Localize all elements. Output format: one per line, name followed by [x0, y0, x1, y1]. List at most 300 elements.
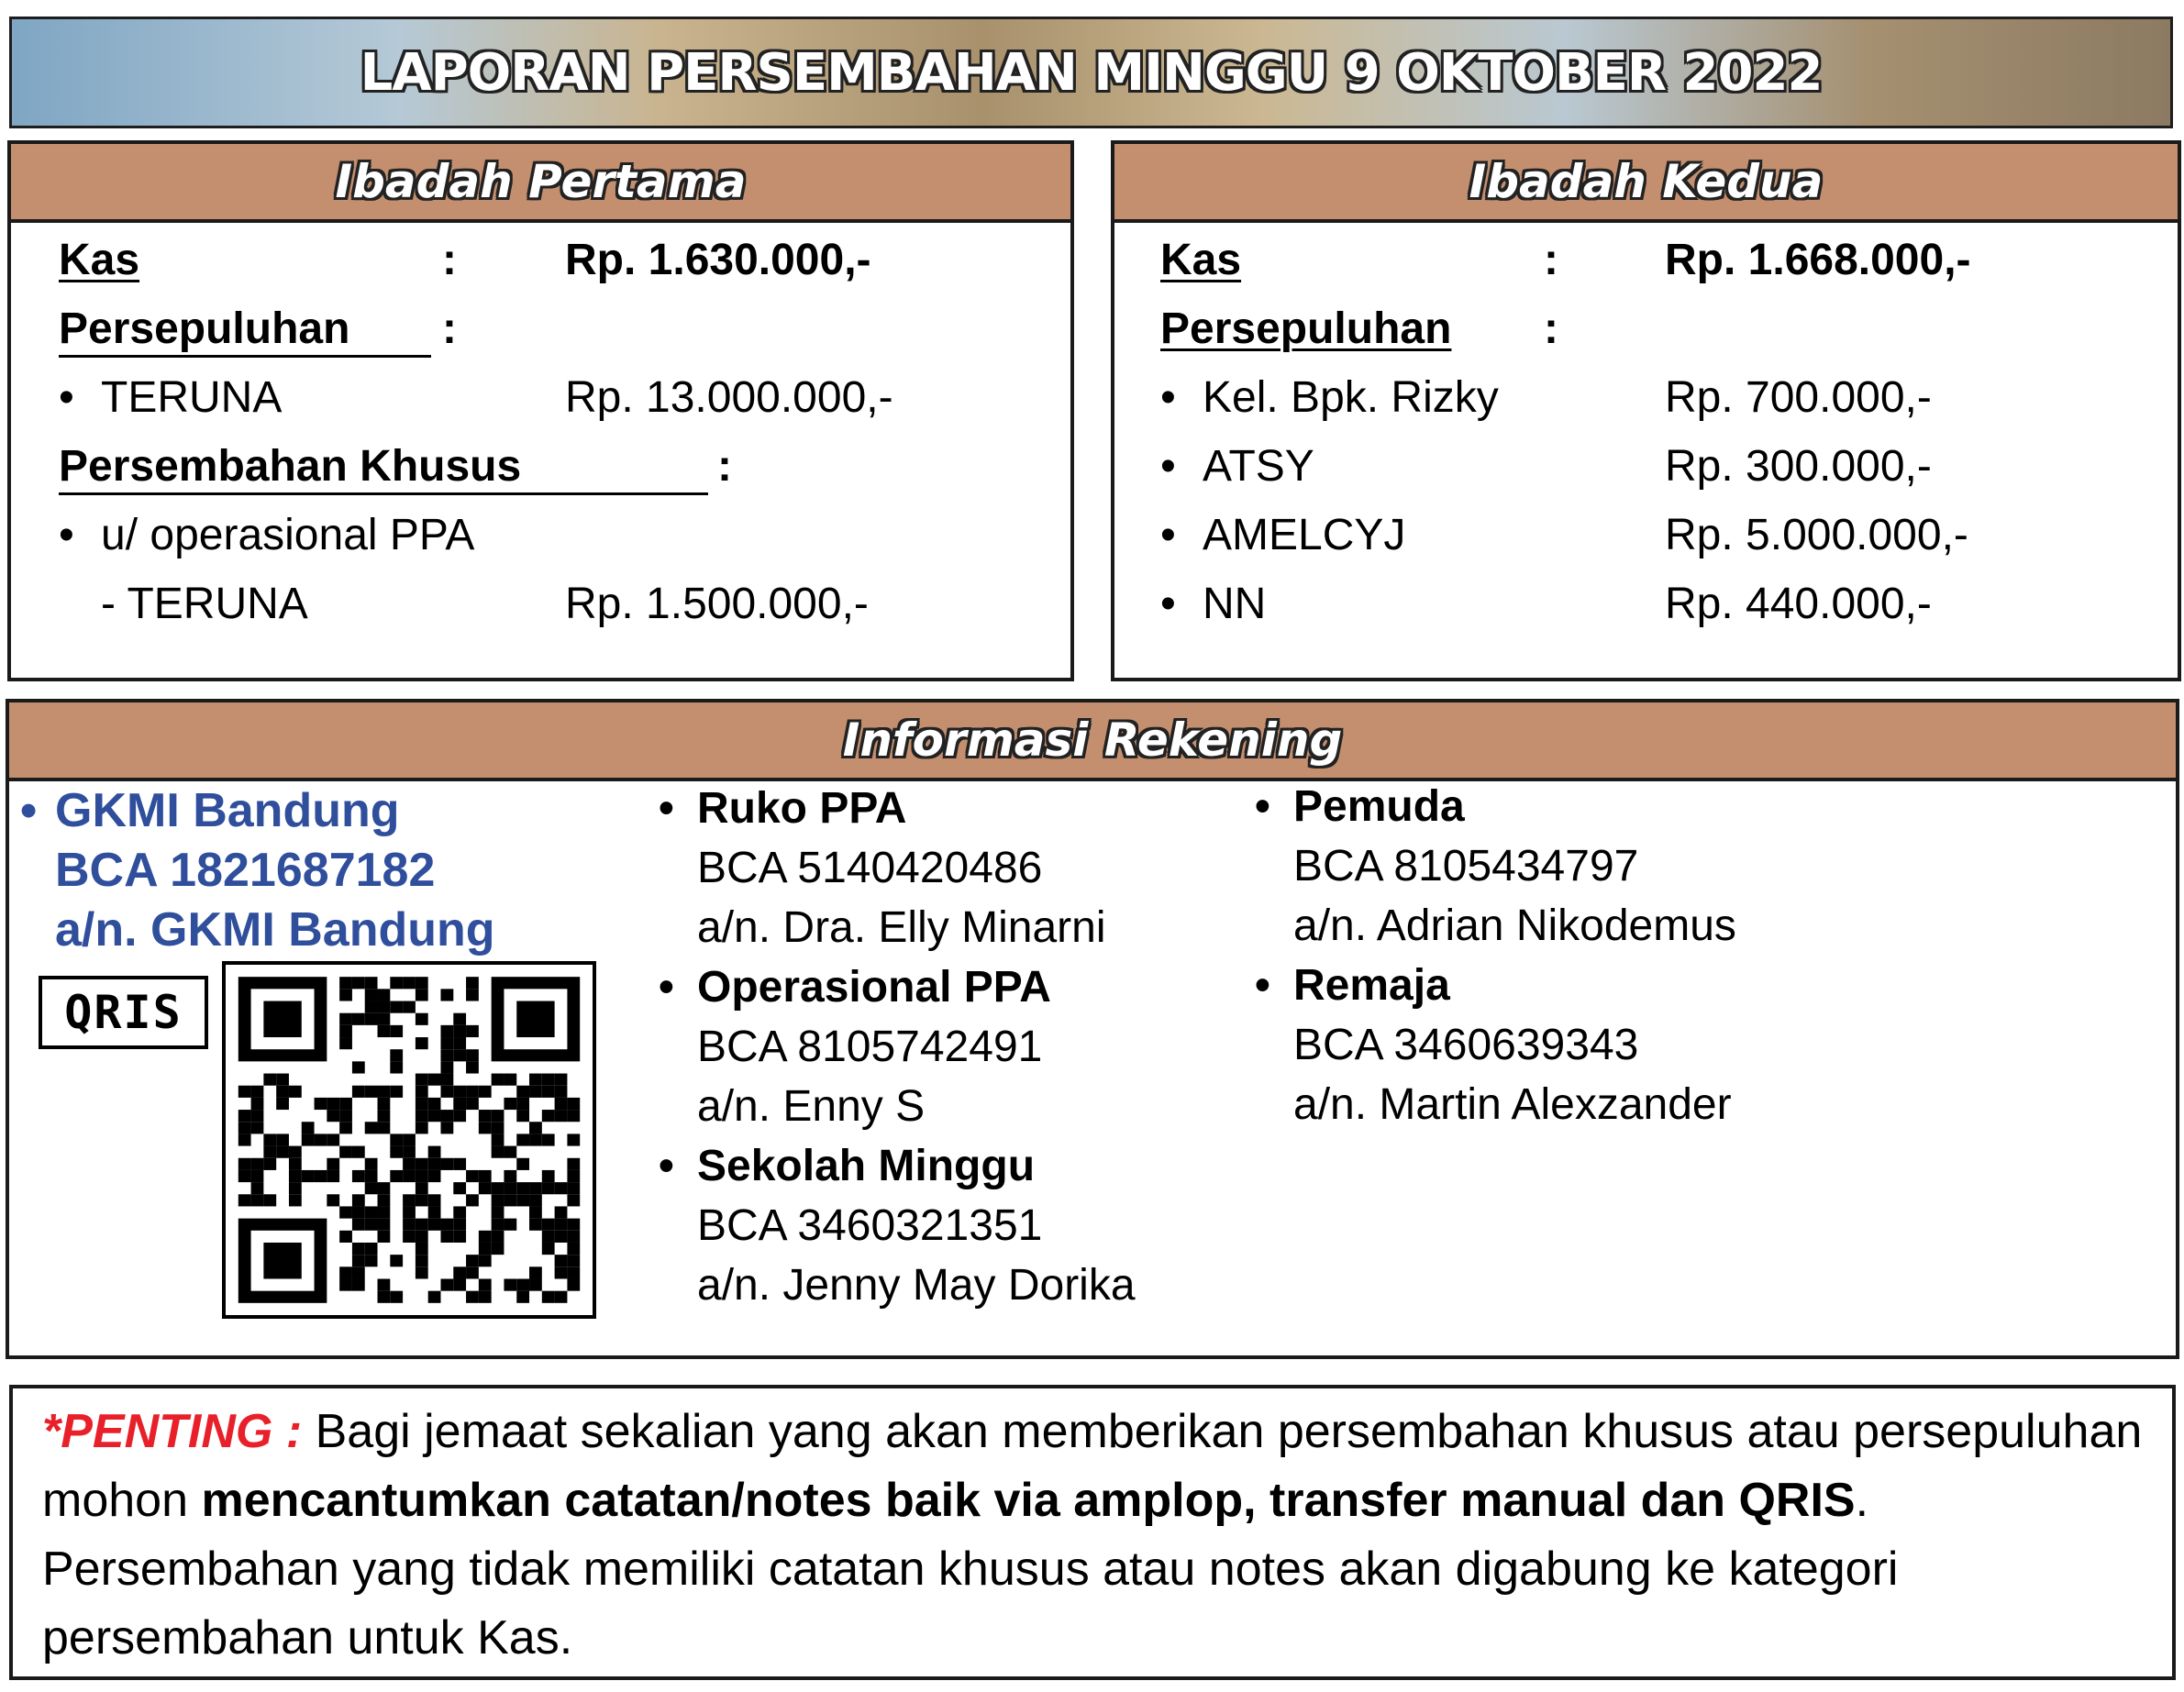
- qr-module: [529, 1278, 542, 1290]
- qr-module: [416, 989, 428, 1001]
- qr-module: [416, 1170, 428, 1182]
- persepuluhan-colon: :: [442, 304, 457, 353]
- qr-module: [440, 1122, 453, 1134]
- qr-module: [365, 989, 378, 1001]
- persepuluhan-item-name: ATSY: [1203, 442, 1314, 491]
- qr-module: [466, 1086, 479, 1098]
- qr-module: [339, 1098, 352, 1110]
- qr-module: [390, 1170, 403, 1182]
- qr-module: [365, 977, 378, 989]
- qr-module: [289, 1158, 302, 1170]
- qr-module: [352, 1266, 365, 1278]
- account-number: BCA 8105742491: [697, 1023, 1043, 1071]
- qr-module: [365, 1158, 378, 1170]
- qr-module: [466, 1291, 479, 1303]
- qr-module: [315, 1170, 327, 1182]
- qr-module: [238, 1158, 251, 1170]
- qr-module: [251, 1194, 264, 1206]
- informasi-rekening-heading: Informasi Rekening: [842, 713, 1343, 767]
- qr-module: [453, 1219, 466, 1231]
- qr-module: [352, 1219, 365, 1231]
- qr-module: [529, 1182, 542, 1194]
- qr-module: [529, 1074, 542, 1086]
- qr-module: [403, 1219, 416, 1231]
- qr-module: [542, 1170, 555, 1182]
- ibadah-pertama-heading: Ibadah Pertama: [335, 155, 747, 208]
- main-account-name: GKMI Bandung: [55, 784, 400, 837]
- persepuluhan-item-name: NN: [1203, 580, 1267, 628]
- account-name: Operasional PPA: [697, 963, 1051, 1012]
- qr-module: [302, 1134, 315, 1145]
- qr-code: [222, 961, 596, 1319]
- qr-module: [365, 1013, 378, 1025]
- persepuluhan-item-amount: Rp. 5.000.000,-: [1665, 511, 1968, 559]
- qr-module: [453, 1025, 466, 1037]
- qr-module: [390, 1061, 403, 1073]
- qr-module: [453, 1013, 466, 1025]
- qr-module: [352, 1194, 365, 1206]
- qr-module: [504, 1146, 516, 1158]
- bullet: •: [1160, 442, 1176, 491]
- qr-module: [529, 1122, 542, 1134]
- persembahan-khusus-colon: :: [717, 442, 732, 491]
- qr-module: [529, 1266, 542, 1278]
- qr-module: [416, 1194, 428, 1206]
- qr-module: [567, 1110, 580, 1122]
- kas-value: Rp. 1.668.000,-: [1665, 236, 1971, 284]
- bullet: •: [1160, 511, 1176, 559]
- persepuluhan-item-amount: Rp. 300.000,-: [1665, 442, 1932, 491]
- qr-module: [453, 1110, 466, 1122]
- account-number: BCA 3460321351: [697, 1201, 1043, 1250]
- qr-module: [276, 1098, 289, 1110]
- qr-module: [416, 1266, 428, 1278]
- persepuluhan-item-amount: Rp. 440.000,-: [1665, 580, 1932, 628]
- qr-module: [466, 989, 479, 1001]
- qr-module: [327, 1158, 339, 1170]
- qr-module: [516, 1194, 529, 1206]
- qr-module: [504, 1074, 516, 1086]
- qr-module: [416, 1086, 428, 1098]
- qr-module: [390, 1134, 403, 1145]
- qr-module: [403, 1158, 416, 1170]
- qr-module: [555, 1266, 568, 1278]
- qr-module: [416, 1158, 428, 1170]
- qr-module: [542, 1182, 555, 1194]
- qr-module: [251, 1122, 264, 1134]
- qr-module: [365, 1219, 378, 1231]
- persepuluhan-item-amount: Rp. 700.000,-: [1665, 373, 1932, 422]
- qr-module: [466, 1266, 479, 1278]
- qr-module: [390, 1001, 403, 1013]
- qr-module: [492, 1194, 504, 1206]
- qr-module: [378, 1231, 391, 1243]
- qr-module: [416, 1110, 428, 1122]
- qr-module: [504, 1219, 516, 1231]
- qr-module: [378, 1182, 391, 1194]
- qr-module: [428, 1206, 441, 1218]
- qr-module: [492, 1231, 504, 1243]
- kas-value: Rp. 1.630.000,-: [565, 236, 871, 284]
- qr-module: [378, 1098, 391, 1110]
- qr-module: [339, 1037, 352, 1049]
- qr-module: [238, 1122, 251, 1134]
- qr-module: [339, 1013, 352, 1025]
- qr-module: [504, 1194, 516, 1206]
- qr-module: [339, 989, 352, 1001]
- qr-module: [440, 1086, 453, 1098]
- qr-module: [516, 1291, 529, 1303]
- qr-module: [276, 1134, 289, 1145]
- qr-module: [542, 1231, 555, 1243]
- qr-module: [504, 1278, 516, 1290]
- qr-module: [504, 1170, 516, 1182]
- qr-module: [416, 1074, 428, 1086]
- qr-module: [555, 1086, 568, 1098]
- qr-module: [453, 1231, 466, 1243]
- persepuluhan-colon: :: [1544, 304, 1558, 353]
- qr-module: [365, 1170, 378, 1182]
- qr-module: [428, 1291, 441, 1303]
- qr-module: [302, 1170, 315, 1182]
- bullet: •: [1255, 961, 1270, 1010]
- qr-module: [315, 1098, 327, 1110]
- bullet: •: [20, 784, 38, 837]
- qr-module: [263, 1158, 276, 1170]
- qr-module: [492, 1134, 504, 1145]
- qr-module: [428, 1219, 441, 1231]
- qr-module: [251, 1158, 264, 1170]
- qr-module: [567, 1278, 580, 1290]
- qr-module: [516, 1278, 529, 1290]
- qr-module: [390, 1146, 403, 1158]
- qr-module: [390, 1255, 403, 1266]
- qr-module: [339, 1231, 352, 1243]
- qr-module: [365, 1086, 378, 1098]
- qr-module: [327, 1170, 339, 1182]
- qr-module: [352, 1146, 365, 1158]
- qr-module: [238, 1086, 251, 1098]
- qr-module: [567, 1255, 580, 1266]
- ibadah-kedua-panel: [1111, 140, 2181, 681]
- qr-module: [238, 1134, 251, 1145]
- qr-module: [302, 1122, 315, 1134]
- qr-module: [365, 1255, 378, 1266]
- qr-module: [440, 1219, 453, 1231]
- qr-module: [352, 1243, 365, 1255]
- notice-paragraph: [42, 1398, 2143, 1673]
- qr-module: [440, 1061, 453, 1073]
- notice-bold: mencantumkan catatan/notes baik via amplop, transfer manual dan QRIS: [201, 1474, 1856, 1527]
- informasi-rekening-panel: [6, 699, 2179, 1359]
- qr-module: [440, 1158, 453, 1170]
- qr-module: [492, 1122, 504, 1134]
- qr-module: [555, 1291, 568, 1303]
- qr-module: [378, 1291, 391, 1303]
- qr-module: [466, 1170, 479, 1182]
- qr-module: [416, 1243, 428, 1255]
- qr-module: [263, 1146, 276, 1158]
- qr-module: [251, 1110, 264, 1122]
- qr-module: [416, 1122, 428, 1134]
- qr-module: [542, 1110, 555, 1122]
- persepuluhan-item-name: AMELCYJ: [1203, 511, 1406, 559]
- qr-module: [529, 1134, 542, 1145]
- qr-module: [327, 1134, 339, 1145]
- qr-module: [453, 1266, 466, 1278]
- khusus-sub-name: - TERUNA: [101, 580, 308, 628]
- qr-module: [365, 1001, 378, 1013]
- kas-colon: :: [1544, 236, 1558, 284]
- qr-module: [529, 1206, 542, 1218]
- persepuluhan-item-amount: Rp. 13.000.000,-: [565, 373, 893, 422]
- persepuluhan-item-name: TERUNA: [101, 373, 283, 422]
- qr-module: [440, 1074, 453, 1086]
- qr-module: [440, 1025, 453, 1037]
- account-name: Ruko PPA: [697, 784, 907, 833]
- qr-module: [327, 1110, 339, 1122]
- qr-module: [479, 1243, 492, 1255]
- main-account-holder: a/n. GKMI Bandung: [55, 903, 495, 957]
- qr-module: [378, 1086, 391, 1098]
- account-name: Pemuda: [1293, 782, 1465, 831]
- qr-module: [390, 1025, 403, 1037]
- qr-module: [263, 1194, 276, 1206]
- qr-module: [352, 1170, 365, 1182]
- qr-module: [542, 1243, 555, 1255]
- qr-module: [555, 1182, 568, 1194]
- account-name: Sekolah Minggu: [697, 1142, 1036, 1190]
- account-holder: a/n. Jenny May Dorika: [697, 1261, 1136, 1310]
- qr-module: [479, 1278, 492, 1290]
- qr-module: [479, 1231, 492, 1243]
- qr-module: [466, 1049, 479, 1061]
- qr-code-pattern: [226, 965, 593, 1315]
- qr-module: [516, 1158, 529, 1170]
- qr-module: [378, 1110, 391, 1122]
- qris-logo-text: QRIS: [64, 986, 183, 1039]
- qr-module: [466, 1061, 479, 1073]
- qr-module: [466, 1194, 479, 1206]
- qr-module: [555, 1219, 568, 1231]
- qr-module: [466, 1098, 479, 1110]
- qr-module: [416, 1037, 428, 1049]
- account-holder: a/n. Martin Alexzander: [1293, 1080, 1732, 1129]
- qr-module: [542, 1134, 555, 1145]
- qr-module: [428, 1146, 441, 1158]
- qr-module: [466, 977, 479, 989]
- qr-module: [567, 1266, 580, 1278]
- qr-module: [428, 1074, 441, 1086]
- qr-module: [555, 1098, 568, 1110]
- notice-text-2: . Persembahan yang tidak memiliki catatan khusus atau notes akan digabung ke kategori persembahan untuk Kas.: [42, 1474, 1899, 1664]
- account-holder: a/n. Enny S: [697, 1082, 926, 1131]
- qr-module: [428, 1098, 441, 1110]
- qr-module: [390, 1291, 403, 1303]
- bullet: •: [59, 373, 74, 422]
- bullet: •: [59, 511, 74, 559]
- qr-module: [492, 1219, 504, 1231]
- qr-module: [263, 1074, 276, 1086]
- qr-module: [289, 1146, 302, 1158]
- qr-module: [339, 1266, 352, 1278]
- qr-module: [453, 1206, 466, 1218]
- notice-text-1: Bagi jemaat sekalian yang akan memberikan persembahan khusus atau persepuluhan mohon: [42, 1405, 2143, 1527]
- qr-module: [492, 1074, 504, 1086]
- qr-module: [492, 1182, 504, 1194]
- qr-module: [378, 1194, 391, 1206]
- qr-module: [542, 1074, 555, 1086]
- qr-module: [378, 1122, 391, 1134]
- qr-module: [378, 1206, 391, 1218]
- qr-module: [479, 1255, 492, 1266]
- qr-module: [453, 1158, 466, 1170]
- qr-module: [403, 1170, 416, 1182]
- qr-module: [352, 1255, 365, 1266]
- persepuluhan-underline: [59, 355, 431, 358]
- qr-module: [542, 1291, 555, 1303]
- qr-module: [440, 1278, 453, 1290]
- qr-module: [251, 1182, 264, 1194]
- notice-prefix: *PENTING :: [42, 1405, 303, 1458]
- title-banner: [9, 17, 2173, 128]
- bullet: •: [1160, 580, 1176, 628]
- qr-module: [403, 1134, 416, 1145]
- qr-module: [416, 1098, 428, 1110]
- bullet: •: [659, 963, 674, 1012]
- account-holder: a/n. Dra. Elly Minarni: [697, 903, 1106, 952]
- qr-module: [352, 977, 365, 989]
- qr-module: [542, 1086, 555, 1098]
- qr-module: [453, 1086, 466, 1098]
- qr-module: [567, 1219, 580, 1231]
- qr-module: [555, 1255, 568, 1266]
- qr-module: [466, 1255, 479, 1266]
- qr-module: [479, 1182, 492, 1194]
- qr-module: [440, 1037, 453, 1049]
- qr-module: [352, 1061, 365, 1073]
- informasi-rekening-header: [9, 702, 2176, 781]
- qr-module: [453, 1182, 466, 1194]
- qr-module: [365, 1182, 378, 1194]
- qr-module: [378, 989, 391, 1001]
- qr-module: [378, 1219, 391, 1231]
- qr-module: [479, 1170, 492, 1182]
- kas-label: Kas: [59, 236, 140, 284]
- qr-module: [403, 1001, 416, 1013]
- qr-module: [403, 1194, 416, 1206]
- qr-module: [567, 1158, 580, 1170]
- qr-module: [339, 1206, 352, 1218]
- qr-module: [390, 977, 403, 989]
- qr-module: [453, 1278, 466, 1290]
- account-number: BCA 5140420486: [697, 844, 1043, 892]
- qr-module: [479, 1122, 492, 1134]
- qr-module: [416, 1013, 428, 1025]
- qr-module: [251, 1170, 264, 1182]
- qr-module: [339, 1278, 352, 1290]
- qr-module: [416, 1231, 428, 1243]
- qr-module: [276, 1146, 289, 1158]
- bullet: •: [659, 784, 674, 833]
- qr-module: [567, 1243, 580, 1255]
- qr-module: [416, 1182, 428, 1194]
- qr-module: [479, 1086, 492, 1098]
- qr-module: [479, 1110, 492, 1122]
- qr-module: [516, 1086, 529, 1098]
- qr-module: [567, 1170, 580, 1182]
- qr-module: [289, 1170, 302, 1182]
- qr-module: [403, 977, 416, 989]
- qr-module: [453, 1037, 466, 1049]
- persepuluhan-label: Persepuluhan: [1160, 304, 1452, 353]
- qr-module: [529, 1219, 542, 1231]
- account-number: BCA 8105434797: [1293, 842, 1639, 890]
- qr-module: [516, 1098, 529, 1110]
- qr-module: [466, 1025, 479, 1037]
- qr-module: [378, 1001, 391, 1013]
- qr-module: [352, 1086, 365, 1098]
- qr-module: [516, 1182, 529, 1194]
- kas-label: Kas: [1160, 236, 1242, 284]
- qr-module: [352, 1013, 365, 1025]
- ibadah-kedua-header: [1114, 144, 2178, 223]
- qr-module: [504, 1098, 516, 1110]
- qris-logo: [39, 976, 208, 1049]
- qr-module: [403, 1146, 416, 1158]
- qr-module: [315, 1134, 327, 1145]
- persembahan-khusus-label: Persembahan Khusus: [59, 442, 522, 491]
- qr-module: [428, 1110, 441, 1122]
- qr-module: [453, 1049, 466, 1061]
- qr-module: [428, 1158, 441, 1170]
- qr-module: [492, 1206, 504, 1218]
- qr-module: [289, 1086, 302, 1098]
- qr-module: [327, 1098, 339, 1110]
- qr-module: [492, 1243, 504, 1255]
- qr-module: [403, 1206, 416, 1218]
- qr-module: [453, 1098, 466, 1110]
- qr-module: [440, 1231, 453, 1243]
- qr-module: [390, 1049, 403, 1061]
- qr-module: [390, 1086, 403, 1098]
- qr-module: [567, 1231, 580, 1243]
- ibadah-pertama-header: [11, 144, 1070, 223]
- qr-module: [339, 1025, 352, 1037]
- qr-module: [339, 1146, 352, 1158]
- persepuluhan-label: Persepuluhan: [59, 304, 350, 353]
- account-number: BCA 3460639343: [1293, 1021, 1639, 1069]
- qr-module: [238, 1170, 251, 1182]
- qr-module: [428, 1194, 441, 1206]
- qr-module: [529, 1194, 542, 1206]
- account-holder: a/n. Adrian Nikodemus: [1293, 901, 1736, 950]
- main-account-number: BCA 1821687182: [55, 844, 436, 897]
- qr-module: [378, 1025, 391, 1037]
- qr-module: [289, 1194, 302, 1206]
- khusus-sub-amount: Rp. 1.500.000,-: [565, 580, 869, 628]
- qr-module: [339, 977, 352, 989]
- qr-module: [378, 1013, 391, 1025]
- qr-module: [555, 1110, 568, 1122]
- qr-module: [440, 1049, 453, 1061]
- qr-module: [529, 1086, 542, 1098]
- qr-module: [416, 977, 428, 989]
- qr-module: [416, 1255, 428, 1266]
- qr-module: [238, 1110, 251, 1122]
- qr-module: [567, 1098, 580, 1110]
- qr-module: [555, 1206, 568, 1218]
